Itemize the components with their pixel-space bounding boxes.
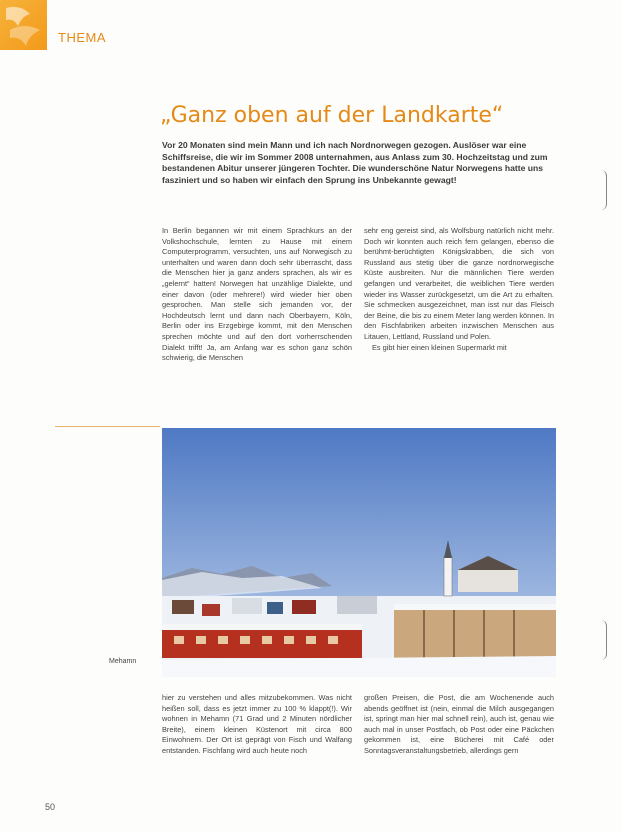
page-edge-mark bbox=[598, 620, 607, 660]
text-column-1 bbox=[162, 226, 352, 364]
photo-caption: Mehamn bbox=[109, 658, 137, 665]
magazine-logo bbox=[0, 0, 47, 50]
page-edge-mark bbox=[598, 170, 607, 210]
paragraph: sehr eng gereist sind, als Wolfsburg natürlich nicht mehr. Doch wir konnten auch reich fern gelangen, ebenso die berühmt-berüchtigten Königskrabben, die sich von Russland aus stetig über die ganze nordnorwegische Küste ausbreiten. Nur die männlichen Tiere werden gefangen und verarbeitet, die weiblichen Tiere werden wieder ins Wasser zurückgesetzt, um die Art zu erhalten. Sie schmecken ausgezeichnet, man isst nur das Fleisch der Beine, die bis zu einem Meter lang werden können. In den Fischfabriken arbeiten inzwischen Menschen aus Litauen, Lettland, Russland und Polen. bbox=[364, 226, 554, 341]
paragraph: großen Preisen, die Post, die am Wochenende auch abends geöffnet ist (nein, einmal die Milch ausgegangen ist, springt man hier mal schnell rein), auch ist, genau wie auch mal in unser Postfach, ob Post oder eine Päckchen gekommen ist, eine Bücherei mit Café oder Sonntagsveranstaltungsbetrieb, allerdings gern bbox=[364, 693, 554, 755]
paragraph: In Berlin begannen wir mit einem Sprachkurs an der Volkshochschule, lernten zu Hause mit einem Computerprogramm, versuchten, uns auf Norwegisch zu unterhalten und waren dann doch sehr überrascht, dass die Menschen hier ja ganz anders sprachen, als wir es „gelernt“ hatten! Norwegen hat unzählige Dialekte, und einer davon (oder mehrere!) wird wieder hier oben gesprochen. Man stelle sich jemanden vor, der Hochdeutsch lernt und dann nach Oberbayern, Köln, Berlin oder ins Erzgebirge kommt, mit den Menschen sprechen möchte und auf den dort vorherrschenden Dialekt trifft! Ja, am Anfang war es schon ganz schön schwierig, die Menschen bbox=[162, 226, 352, 363]
section-kicker: THEMA bbox=[58, 30, 106, 45]
caption-rule bbox=[55, 426, 160, 427]
article-intro: Vor 20 Monaten sind mein Mann und ich nach Nordnorwegen gezogen. Auslöser war eine Schiffsreise, die wir im Sommer 2008 unternahmen, aus Anlass zum 30. Hochzeitstag und zum bestandenen Abitur unserer jüngeren Tochter. Die wunderschöne Natur Norwegens hatte uns fasziniert und so haben wir einfach den Sprung ins Unbekannte gewagt! bbox=[162, 140, 548, 185]
article-title: „Ganz oben auf der Landkarte“ bbox=[160, 102, 504, 128]
page-number: 50 bbox=[45, 802, 56, 812]
text-column-4 bbox=[364, 693, 554, 757]
paragraph: hier zu verstehen und alles mitzubekommen. Was nicht heißen soll, dass es jetzt immer zu 100 % klappt(!). Wir wohnen in Mehamn (71 Grad und 2 Minuten nördlicher Breite), einem kleinen Küstenort mit circa 800 Einwohnern. Der Ort ist geprägt von Fisch und Walfang entstanden. Fischfang wird auch heute noch bbox=[162, 693, 352, 755]
text-column-3 bbox=[162, 693, 352, 757]
paragraph: Es gibt hier einen kleinen Supermarkt mit bbox=[372, 342, 507, 352]
text-column-2 bbox=[364, 226, 554, 353]
logo-graphic bbox=[0, 0, 47, 50]
mehamn-photo bbox=[162, 428, 556, 677]
village-photo-illustration bbox=[162, 428, 556, 677]
